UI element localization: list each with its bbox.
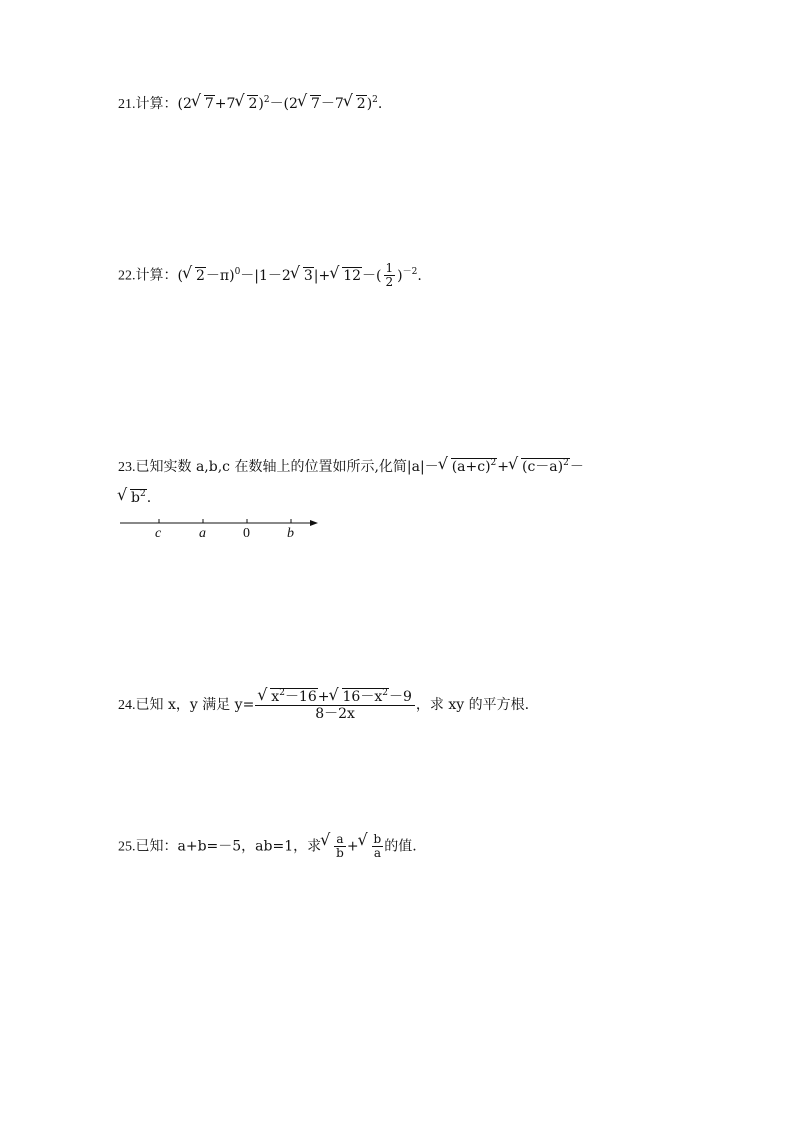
sqrt: √ 2 (345, 94, 367, 114)
problem-number: 24. (118, 698, 136, 713)
problem-text: 的值. (384, 838, 417, 855)
math-expression: (√ 2－π)$^0$－|1－2√ 3|+√ 12－( $\frac{1}{2}$ )$^{-2}$. (178, 268, 422, 284)
fraction-one-half: $\frac{1}{2}$ (385, 261, 394, 289)
sqrt: √ $\frac{a}{b}$ (322, 833, 347, 860)
problem-25: 25.已知：a+b=－5，ab=1，求 √ $\frac{a}{b}$ + √ $\frac{b}{a}$ 的值. (118, 833, 417, 860)
problem-number: 23. (118, 460, 136, 475)
fraction-expression: √ $\frac{x^2-16+√ 16-x^2-9}{8-2x}$ (255, 688, 415, 722)
sqrt: √ 3 (292, 266, 314, 286)
sqrt: √ 7 (299, 94, 321, 114)
problem-23-continued: √ $b^2$. (118, 488, 151, 508)
number-line (118, 514, 328, 544)
problem-number: 21. (118, 97, 136, 112)
problem-24 (118, 688, 529, 722)
sqrt: √ 2 (184, 266, 206, 286)
sqrt: √ $x^2-16$ (259, 688, 317, 705)
label-zero: 0 (243, 526, 250, 541)
sqrt: √ 12 (331, 266, 362, 286)
label-c: c (155, 526, 162, 541)
label-a: a (199, 526, 206, 541)
sqrt: √ $\frac{b}{a}$ (360, 833, 385, 860)
problem-text: 已知：a+b=－5，ab=1，求 (135, 838, 322, 855)
problem-text: ，求 xy 的平方根. (415, 697, 530, 713)
problem-keyword: 计算： (135, 96, 178, 112)
problem-text: 已知实数 a,b,c 在数轴上的位置如所示,化简 (135, 459, 407, 475)
sqrt: √ $(a+c)^2$ (440, 457, 498, 477)
sqrt: √ $b^2$ (119, 488, 147, 508)
problem-number: 22. (118, 268, 136, 284)
math-expression: |a|－√ $(a+c)^2+√$ $(c-a)^2-$ (407, 459, 584, 475)
sqrt: √ $(c-a)^2$ (510, 457, 570, 477)
problem-text: 已知 x，y 满足 y= (135, 697, 255, 713)
sqrt: √ 2 (236, 94, 258, 114)
problem-23 (118, 457, 584, 478)
label-b: b (287, 526, 294, 541)
problem-number: 25. (118, 839, 136, 855)
math-expression: (2√ 7+7√ 2)$^2$－(2√ 7－7√ 2)$^2$. (178, 96, 383, 112)
sqrt: √ $16-x^2$ (331, 688, 389, 705)
problem-22 (118, 262, 422, 289)
problem-21 (118, 94, 382, 115)
sqrt: √ 7 (193, 94, 215, 114)
number-line-axis (118, 514, 328, 528)
problem-keyword: 计算： (135, 267, 178, 284)
